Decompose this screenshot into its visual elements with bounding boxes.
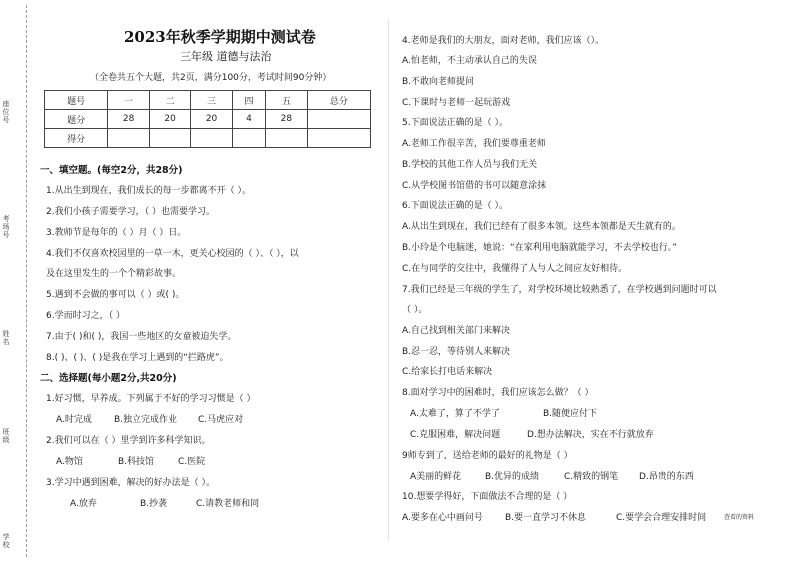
exam-subtitle: 三年级 道德与法治: [180, 50, 272, 63]
choice-q5-option-b[interactable]: B.学校的其他工作人员与我们无关: [402, 160, 538, 170]
section2-title: 二、选择题(每小题2分,共20分): [40, 373, 177, 384]
choice-q9-option-a[interactable]: A美丽的鲜花: [410, 472, 462, 482]
choice-q8-option-b[interactable]: B.随便应付下: [543, 409, 598, 419]
choice-q3: 3.学习中遇到困难，解决的好办法是（ ）。: [46, 478, 215, 488]
choice-q1-option-b[interactable]: B.独立完成作业: [114, 415, 178, 425]
fill-q4-line2: 及在这里发生的一个个精彩故事。: [46, 269, 182, 279]
choice-q10-option-c-tail: 查看的资料: [724, 514, 755, 521]
choice-q9-option-c[interactable]: C.精致的钢笔: [564, 472, 619, 482]
table-cell: 总分: [307, 91, 370, 110]
binding-line: [26, 5, 27, 557]
table-cell: [307, 110, 370, 129]
seat-number-label: 座位号: [2, 100, 10, 124]
choice-q8: 8.面对学习中的困难时，我们应该怎么做？（ ）: [402, 388, 594, 398]
choice-q8-option-d[interactable]: D.想办法解决，实在不行就放弃: [527, 430, 654, 440]
table-cell: 四: [232, 91, 265, 110]
choice-q7-line1: 7.我们已经是三年级的学生了，对学校环境比较熟悉了，在学校遇到问题时可以: [402, 285, 717, 295]
choice-q10: 10.想要学得好，下面做法不合理的是（ ）: [402, 492, 573, 502]
choice-q2: 2.我们可以在（ ）里学到许多科学知识。: [46, 436, 211, 446]
name-label: 姓名: [2, 330, 10, 346]
column-divider: [388, 20, 389, 540]
choice-q10-option-b[interactable]: B.要一直学习不休息: [505, 513, 587, 523]
choice-q4-option-b[interactable]: B.不敢向老师提问: [402, 77, 475, 87]
fill-q2: 2.我们小孩子需要学习，（ ）也需要学习。: [46, 207, 215, 217]
choice-q1-option-a[interactable]: A.时完成: [56, 415, 92, 425]
exam-room-label: 考场号: [2, 215, 10, 239]
table-cell: 20: [149, 110, 190, 129]
table-cell[interactable]: [307, 129, 370, 148]
choice-q6-option-b[interactable]: B.小玲是个电脑迷，她说：“在家利用电脑就能学习，不去学校也行。”: [402, 243, 677, 253]
choice-q9: 9师专到了，送给老师的最好的礼物是（ ）: [402, 451, 573, 461]
choice-q7-line2: （ ）。: [402, 305, 428, 315]
score-table: [44, 90, 371, 148]
choice-q7-option-b[interactable]: B.忍一忍，等待别人来解决: [402, 347, 511, 357]
choice-q6: 6.下面说法正确的是（ ）。: [402, 201, 508, 211]
choice-q3-option-a[interactable]: A.放弃: [70, 499, 97, 509]
table-cell[interactable]: [149, 129, 190, 148]
choice-q5-option-a[interactable]: A.老师工作很辛苦，我们要尊重老师: [402, 139, 546, 149]
fill-q7: 7.由于( )和( )，我国一些地区的女童被迫失学。: [46, 332, 237, 342]
choice-q1: 1.好习惯，早养成。下列属于不好的学习习惯是（ ）: [46, 394, 256, 404]
fill-q1: 1.从出生到现在，我们成长的每一步都离不开（ ）。: [46, 186, 251, 196]
table-cell[interactable]: [266, 129, 307, 148]
choice-q3-option-c[interactable]: C.请教老师和同: [196, 499, 260, 509]
school-label: 学校: [2, 533, 10, 549]
section1-title: 一、填空题。(每空2分，共28分): [40, 165, 183, 176]
score-table-header-row: [45, 91, 371, 110]
choice-q7-option-a[interactable]: A.自己找到相关部门来解决: [402, 326, 510, 336]
exam-title: 2023年秋季学期期中测试卷: [124, 28, 316, 46]
choice-q2-option-c[interactable]: C.医院: [178, 457, 206, 467]
choice-q4-option-c[interactable]: C.下课时与老师一起玩游戏: [402, 98, 511, 108]
table-cell: 20: [191, 110, 232, 129]
table-cell: 4: [232, 110, 265, 129]
choice-q10-option-a[interactable]: A.要多在心中画问号: [402, 513, 483, 523]
choice-q4-option-a[interactable]: A.怕老师，不主动承认自己的失误: [402, 56, 537, 66]
choice-q6-option-a[interactable]: A.从出生到现在，我们已经有了很多本领。这些本领都是天生就有的。: [402, 222, 681, 232]
fill-q3: 3.教师节是每年的（ ）月（ ）日。: [46, 228, 187, 238]
table-cell: 五: [266, 91, 307, 110]
choice-q5: 5.下面说法正确的是（ ）。: [402, 118, 508, 128]
table-cell: 28: [108, 110, 149, 129]
choice-q9-option-b[interactable]: B.优异的成绩: [485, 472, 540, 482]
choice-q10-option-c[interactable]: C.要学会合理安排时间: [616, 513, 707, 523]
table-cell[interactable]: [232, 129, 265, 148]
table-cell: 一: [108, 91, 149, 110]
choice-q1-option-c[interactable]: C.马虎应对: [198, 415, 244, 425]
exam-info: （全卷共五个大题，共2页，满分100分，考试时间90分钟）: [90, 73, 332, 83]
table-cell[interactable]: [108, 129, 149, 148]
table-cell: 题分: [45, 110, 108, 129]
choice-q2-option-b[interactable]: B.科技馆: [118, 457, 155, 467]
table-cell: 二: [149, 91, 190, 110]
choice-q5-option-c[interactable]: C.从学校图书馆借的书可以随意涂抹: [402, 181, 547, 191]
table-cell: 题号: [45, 91, 108, 110]
choice-q8-option-a[interactable]: A.太难了，算了不学了: [410, 409, 500, 419]
choice-q9-option-d[interactable]: D.昂贵的东西: [639, 472, 694, 482]
choice-q8-option-c[interactable]: C.克服困难，解决问题: [410, 430, 501, 440]
table-cell: 三: [191, 91, 232, 110]
choice-q7-option-c[interactable]: C.给家长打电话来解决: [402, 367, 493, 377]
class-label: 班级: [2, 428, 10, 444]
choice-q2-option-a[interactable]: A.物馆: [56, 457, 83, 467]
fill-q8: 8.( )、( )、( )是我在学习上遇到的“拦路虎”。: [46, 353, 229, 363]
choice-q4: 4.老师是我们的大朋友，面对老师，我们应该（）。: [402, 36, 605, 46]
table-cell: 得分: [45, 129, 108, 148]
choice-q6-option-c[interactable]: C.在与同学的交往中，我懂得了人与人之间应友好相待。: [402, 264, 628, 274]
table-cell: 28: [266, 110, 307, 129]
score-table-earned-row: [45, 129, 371, 148]
table-cell[interactable]: [191, 129, 232, 148]
fill-q5: 5.遇到不会做的事可以（ ）或( )。: [46, 290, 185, 300]
fill-q4-line1: 4.我们不仅喜欢校园里的一草一木，更关心校园的（ ）、（ ），以: [46, 249, 299, 259]
score-table-points-row: [45, 110, 371, 129]
choice-q3-option-b[interactable]: B.抄袭: [140, 499, 168, 509]
fill-q6: 6.学而时习之，（ ）: [46, 311, 125, 321]
